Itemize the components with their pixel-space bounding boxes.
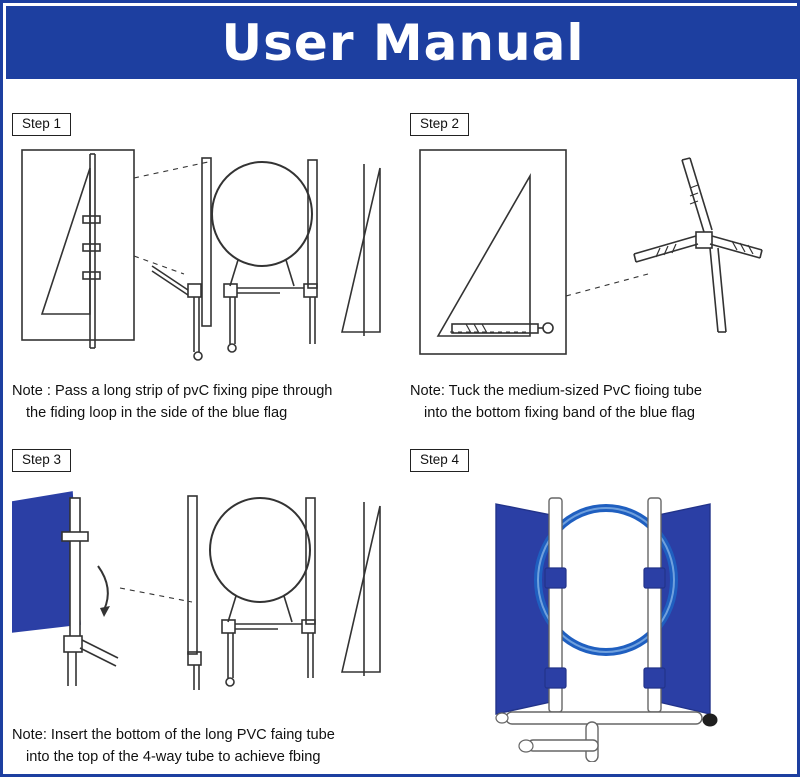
step-1-note-line2: the fiding loop in the side of the blue flag [26,405,288,422]
step-1-label-wrap [12,113,402,136]
step-2-label: Step 2 [410,113,469,136]
step-2-panel [410,113,798,423]
step-2-illustration [410,136,798,376]
step-2-label-wrap [410,113,798,136]
step-1-note [12,380,402,425]
title-bar [6,6,800,79]
step-3-panel [12,449,402,769]
step-1-illustration [12,136,402,376]
step-2-note-line1: Note: Tuck the medium-sized PvC fioing tube [410,382,703,399]
step-3-label-wrap [12,449,402,472]
step-3-label: Step 3 [12,449,71,472]
page-title: User Manual [221,13,585,72]
step-4-label-wrap [410,449,798,472]
step-1-note-line1: Note : Pass a long strip of pvC fixing pipe through [12,382,333,399]
step-4-label: Step 4 [410,449,469,472]
step-1-label: Step 1 [12,113,71,136]
steps-grid [6,79,800,777]
step-2-note-line2: into the bottom fixing band of the blue flag [424,405,695,422]
step-4-illustration [410,472,798,762]
step-3-illustration [12,472,402,720]
step-4-panel [410,449,798,769]
step-2-note [410,380,798,425]
step-1-panel [12,113,402,423]
step-3-note-line2: into the top of the 4-way tube to achieve fbing [26,749,321,766]
step-3-note [12,724,402,769]
step-3-note-line1: Note: Insert the bottom of the long PVC faing tube [12,726,335,743]
